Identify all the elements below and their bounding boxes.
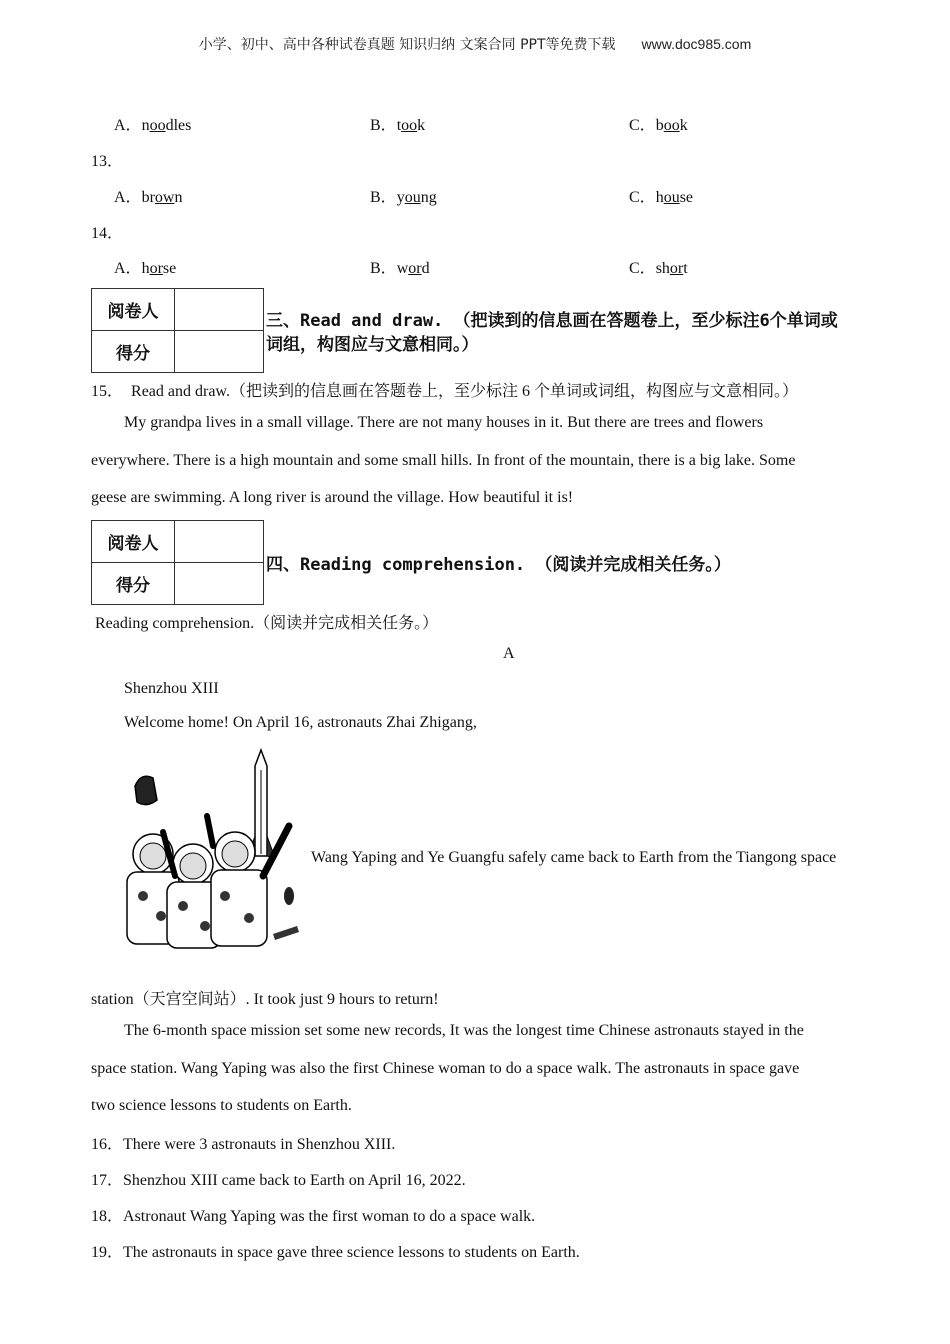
question-item: 19．The astronauts in space gave three science lessons to students on Earth. [91, 1244, 580, 1261]
passage-label: A [503, 645, 515, 662]
q13-option-b[interactable]: B．young [370, 189, 437, 206]
reviewer-field[interactable] [175, 521, 264, 563]
passage-title: Shenzhou XIII [124, 680, 219, 697]
score-field[interactable] [175, 563, 264, 605]
q14-option-c[interactable]: C．short [629, 260, 688, 277]
q14-number: 14． [91, 225, 124, 242]
section4-subtitle: Reading comprehension.（阅读并完成相关任务。） [95, 615, 439, 632]
passage-line3: station（天宫空间站）. It took just 9 hours to return! [91, 991, 439, 1008]
reviewer-label: 阅卷人 [92, 289, 175, 331]
q14-option-a[interactable]: A．horse [114, 260, 177, 277]
q13-option-c[interactable]: C．house [629, 189, 694, 206]
section4-title: 四、Reading comprehension. （阅读并完成相关任务。） [266, 555, 731, 575]
score-field[interactable] [175, 331, 264, 373]
reviewer-label: 阅卷人 [92, 521, 175, 563]
astronauts-illustration [113, 746, 305, 952]
question-item: 16．There were 3 astronauts in Shenzhou XIII. [91, 1136, 396, 1153]
score-label: 得分 [92, 331, 175, 373]
question-item: 17．Shenzhou XIII came back to Earth on April 16, 2022. [91, 1172, 466, 1189]
q15-prompt: 15． Read and draw.（把读到的信息画在答题卷上，至少标注 6 个单词或词组，构图应与文意相同。） [91, 383, 798, 400]
q15-passage: My grandpa lives in a small village. There are not many houses in it. But there are trees and flowers everywhere. There is a high mountain and some small hills. In front of the mountain, there is a big lake. Some geese are swimming. A long river is around the village. How beautiful it is! [91, 414, 796, 506]
q12-option-c[interactable]: C．book [629, 117, 688, 134]
q12-option-a[interactable]: A．noodles [114, 117, 192, 134]
score-table-section4 [91, 520, 264, 605]
passage-line1: Welcome home! On April 16, astronauts Zhai Zhigang, [124, 714, 477, 731]
question-item: 18．Astronaut Wang Yaping was the first woman to do a space walk. [91, 1208, 536, 1225]
passage-paragraph2: The 6-month space mission set some new records, It was the longest time Chinese astronauts stayed in the space station. Wang Yaping was also the first Chinese woman to do a space walk. The astronauts in space gave two science lessons to students on Earth. [91, 1022, 804, 1114]
q12-option-b[interactable]: B．took [370, 117, 426, 134]
q13-number: 13． [91, 153, 124, 170]
q13-option-a[interactable]: A．brown [114, 189, 183, 206]
reviewer-field[interactable] [175, 289, 264, 331]
section3-title: 三、Read and draw. （把读到的信息画在答题卷上，至少标注6个单词或 词组，构图应与文意相同。） [266, 311, 838, 355]
page-header [0, 34, 950, 54]
score-table-section3 [91, 288, 264, 373]
passage-line2: Wang Yaping and Ye Guangfu safely came back to Earth from the Tiangong space [311, 849, 837, 866]
q14-option-b[interactable]: B．word [370, 260, 430, 277]
header-text: 小学、初中、高中各种试卷真题 知识归纳 文案合同 PPT等免费下载 [198, 37, 616, 53]
header-url[interactable]: www.doc985.com [641, 36, 752, 52]
score-label: 得分 [92, 563, 175, 605]
